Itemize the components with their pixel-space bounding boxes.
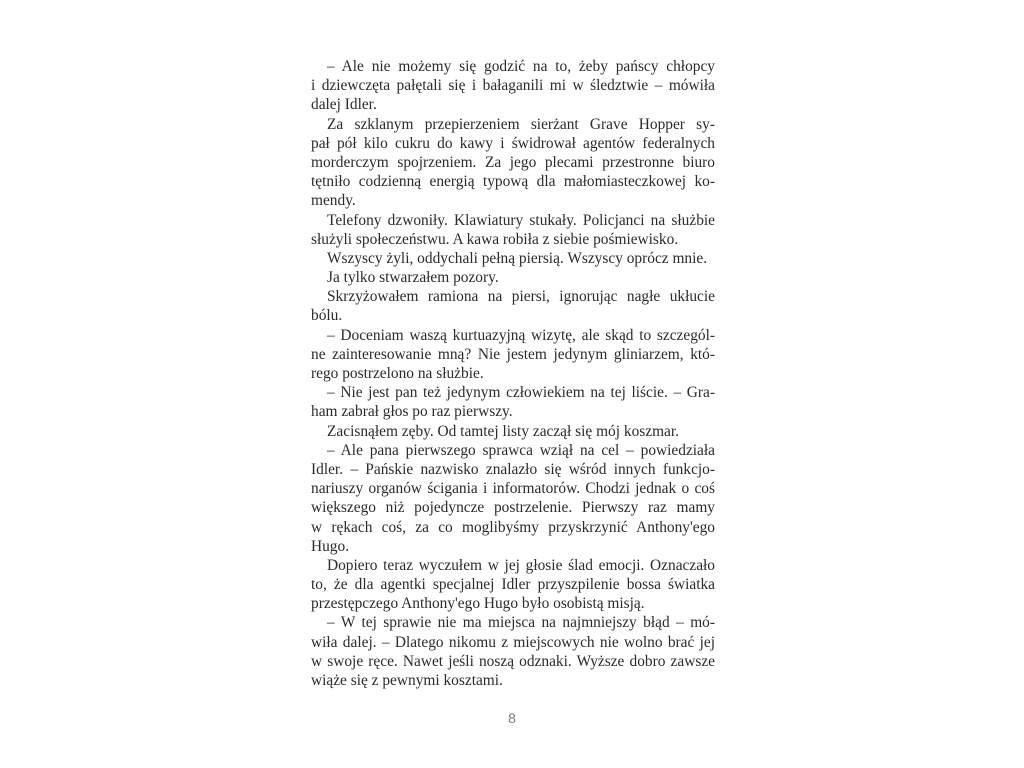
paragraph <box>311 57 715 115</box>
text-line: ham zabrał głos po raz pierwszy. <box>311 403 513 421</box>
paragraph <box>311 556 715 614</box>
text-line: bólu. <box>311 307 343 325</box>
text-line: to, że dla agentki specjalnej Idler przyszpilenie bossa światka <box>311 576 715 594</box>
text-line: Telefony dzwoniły. Klawiatury stukały. Policjanci na służbie <box>327 211 715 229</box>
text-line: – W tej sprawie nie ma miejsca na najmniejszy błąd – mó- <box>327 614 715 632</box>
text-line: większego niż pojedyncze postrzelenie. Pierwszy raz mamy <box>311 499 715 517</box>
body-text <box>311 57 715 690</box>
text-line: wiła dalej. – Dlatego nikomu z miejscowych nie wolno brać jej <box>311 633 715 651</box>
text-line: – Ale pana pierwszego sprawca wziął na cel – powiedziała <box>327 441 715 459</box>
paragraph <box>311 211 715 249</box>
text-line: rego postrzelono na służbie. <box>311 365 484 382</box>
text-line: pał pół kilo cukru do kawy i świdrował agentów federalnych <box>311 134 715 152</box>
paragraph <box>311 268 715 287</box>
text-line: tętniło codzienną energią typową dla małomiasteczkowej ko- <box>311 173 715 191</box>
text-line: mendy. <box>311 192 356 210</box>
text-line: w swoje ręce. Nawet jeśli noszą odznaki. Wyższe dobro zawsze <box>311 652 715 670</box>
paragraph <box>311 326 715 384</box>
paragraph <box>311 383 715 421</box>
text-line: – Nie jest pan też jedynym człowiekiem na tej liście. – Gra- <box>327 384 715 402</box>
text-line: Hugo. <box>311 537 350 555</box>
paragraph <box>311 287 715 325</box>
text-line: – Doceniam waszą kurtuazyjną wizytę, ale skąd to szczegól- <box>327 326 715 344</box>
text-line: Zacisnąłem zęby. Od tamtej listy zaczął się mój koszmar. <box>327 422 680 440</box>
paragraph <box>311 115 715 211</box>
paragraph <box>311 249 715 268</box>
text-line: i dziewczęta pałętali się i bałaganili mi w śledztwie – mówiła <box>311 77 715 95</box>
text-line: nariuszy organów ścigania i informatorów. Chodzi jednak o coś <box>311 480 715 498</box>
text-line: przestępczego Anthony'ego Hugo było osobistą misją. <box>311 595 645 613</box>
text-line: Dopiero teraz wyczułem w jej głosie ślad emocji. Oznaczało <box>327 556 715 574</box>
text-line: Idler. – Pańskie nazwisko znalazło się wśród innych funkcjo- <box>311 460 715 478</box>
text-line: dalej Idler. <box>311 96 377 114</box>
paragraph <box>311 613 715 690</box>
text-line: Ja tylko stwarzałem pozory. <box>327 269 499 287</box>
text-line: morderczym spojrzeniem. Za jego plecami przestronne biuro <box>311 153 715 171</box>
text-line: Za szklanym przepierzeniem sierżant Grave Hopper sy- <box>327 115 715 133</box>
text-line: w rękach coś, za co moglibyśmy przyskrzynić Anthony'ego <box>311 518 715 536</box>
page-number: 8 <box>508 710 516 726</box>
text-line: Skrzyżowałem ramiona na piersi, ignorując nagłe ukłucie <box>327 288 715 306</box>
text-line: – Ale nie możemy się godzić na to, żeby pańscy chłopcy <box>327 58 715 75</box>
text-line: ne zainteresowanie mną? Nie jestem jedynym gliniarzem, któ- <box>311 345 715 363</box>
paragraph <box>311 441 715 556</box>
text-line: służyli społeczeństwu. A kawa robiła z siebie pośmiewisko. <box>311 230 679 248</box>
text-line: Wszyscy żyli, oddychali pełną piersią. Wszyscy oprócz mnie. <box>327 249 708 267</box>
paragraph <box>311 422 715 441</box>
text-line: wiąże się z pewnymi kosztami. <box>311 672 503 689</box>
